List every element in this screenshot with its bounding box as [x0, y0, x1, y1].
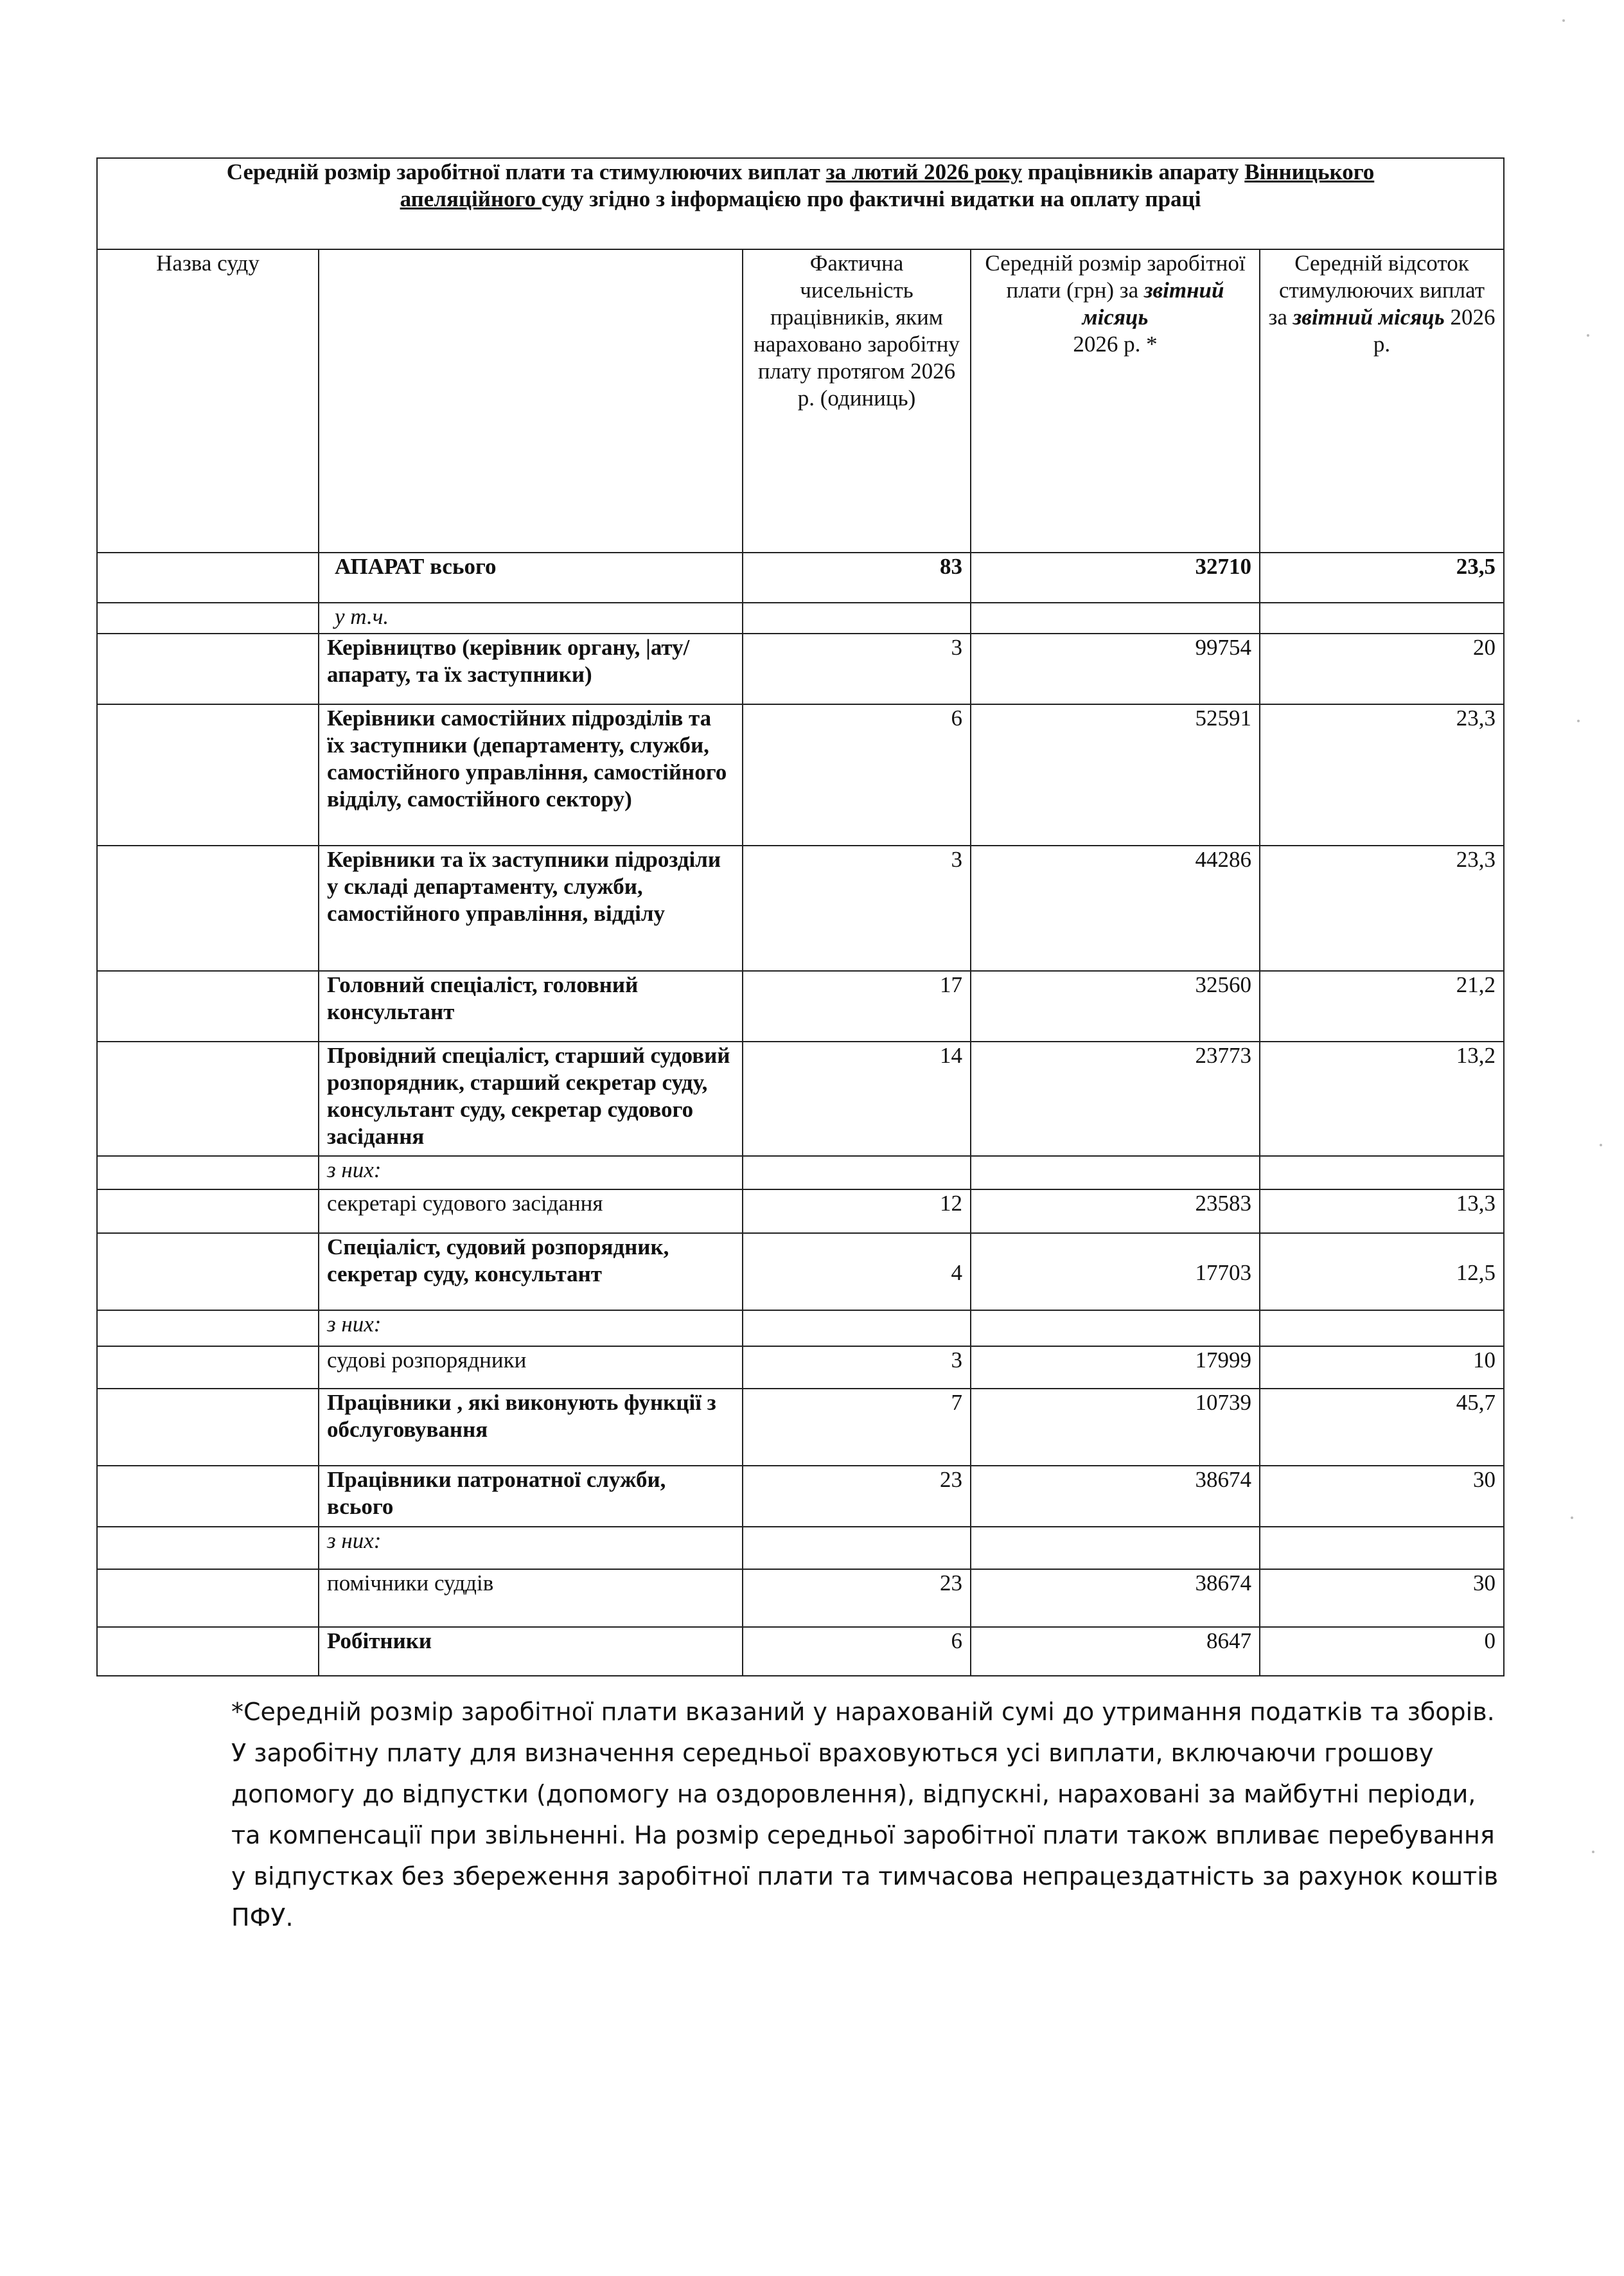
- table-row: [97, 1233, 1504, 1310]
- cell-count: 6: [743, 1627, 971, 1676]
- cell-count: 6: [743, 704, 971, 846]
- header-blank: [319, 249, 743, 553]
- row-label: Провідний спеціаліст, старший судовий розпорядник, старший секретар суду, консультант суду, секретар судового засідання: [319, 1042, 743, 1156]
- table-title-row: [97, 158, 1504, 249]
- cell-count: 23: [743, 1569, 971, 1627]
- scan-artifact: [1562, 19, 1565, 22]
- cell-blank: [971, 1310, 1260, 1346]
- table-row: [97, 1527, 1504, 1569]
- cell-count: 3: [743, 1346, 971, 1389]
- cell-blank: [97, 1627, 319, 1676]
- title-text: Середній розмір заробітної плати та стимулюючих виплат: [226, 159, 826, 184]
- cell-salary: 44286: [971, 846, 1260, 971]
- cell-blank: [971, 1156, 1260, 1189]
- cell-percent: 23,3: [1260, 846, 1504, 971]
- header-emphasis: звітний місяць: [1293, 305, 1445, 330]
- scan-artifact: [1600, 1144, 1602, 1146]
- cell-blank: [97, 1156, 319, 1189]
- table-row: [97, 1189, 1504, 1233]
- table-row: [97, 1310, 1504, 1346]
- table-row: [97, 1389, 1504, 1466]
- row-label: Робітники: [319, 1627, 743, 1676]
- table-row: [97, 634, 1504, 704]
- cell-count: 83: [743, 553, 971, 603]
- cell-salary: 10739: [971, 1389, 1260, 1466]
- header-avg-salary: [971, 249, 1260, 553]
- cell-blank: [97, 1233, 319, 1310]
- cell-percent: 12,5: [1260, 1233, 1504, 1310]
- row-note: з них:: [319, 1310, 743, 1346]
- scan-artifact: [1577, 720, 1580, 722]
- header-count: Фактична чисельність працівників, яким нараховано заробітну плату протягом 2026 р. (одиниць): [743, 249, 971, 553]
- table-row: [97, 704, 1504, 846]
- header-avg-bonus: [1260, 249, 1504, 553]
- scan-artifact: [1587, 334, 1589, 337]
- table-row: [97, 1627, 1504, 1676]
- cell-blank: [743, 603, 971, 634]
- table-row: [97, 1156, 1504, 1189]
- row-label: секретарі судового засідання: [319, 1189, 743, 1233]
- footnote: *Середній розмір заробітної плати вказаний у нарахованій сумі до утримання податків та зборів. У заробітну плату для визначення середньої враховуються усі виплати, включаючи грошову допомогу до відпустки (допомогу на оздоровлення), відпускні, нараховані за майбутні періоди, та компенсації при звільненні. На розмір середньої заробітної плати також впливає перебування у відпустках без збереження заробітної плати та тимчасова непрацездатність за рахунок коштів ПФУ.: [231, 1698, 1499, 1932]
- header-text: 2026 р. *: [1073, 332, 1158, 357]
- report-title: [97, 158, 1504, 249]
- title-court-name: Вінницького: [1244, 159, 1375, 184]
- table-row: [97, 1466, 1504, 1527]
- cell-count: 3: [743, 846, 971, 971]
- table-row: [97, 846, 1504, 971]
- cell-salary: 23583: [971, 1189, 1260, 1233]
- table-row: [97, 553, 1504, 603]
- header-text: 2026 р.: [1373, 305, 1496, 357]
- cell-blank: [1260, 603, 1504, 634]
- cell-percent: 13,2: [1260, 1042, 1504, 1156]
- cell-blank: [971, 603, 1260, 634]
- cell-count: 12: [743, 1189, 971, 1233]
- cell-percent: 30: [1260, 1466, 1504, 1527]
- row-label: Керівництво (керівник органу, |ату/апарату, та їх заступники): [319, 634, 743, 704]
- cell-blank: [743, 1527, 971, 1569]
- cell-blank: [971, 1527, 1260, 1569]
- header-emphasis: звітний місяць: [1082, 278, 1224, 330]
- row-label: помічники суддів: [319, 1569, 743, 1627]
- cell-blank: [97, 971, 319, 1042]
- scan-artifact: [1571, 1516, 1573, 1519]
- row-label: судові розпорядники: [319, 1346, 743, 1389]
- cell-percent: 0: [1260, 1627, 1504, 1676]
- row-note: з них:: [319, 1156, 743, 1189]
- cell-count: 7: [743, 1389, 971, 1466]
- title-period: за лютий 2026 року: [825, 159, 1022, 184]
- cell-count: 4: [743, 1233, 971, 1310]
- cell-blank: [743, 1156, 971, 1189]
- header-court-name: Назва суду: [97, 249, 319, 553]
- cell-blank: [97, 1189, 319, 1233]
- table-row: [97, 1569, 1504, 1627]
- table-row: [97, 1042, 1504, 1156]
- table-header-row: [97, 249, 1504, 553]
- cell-blank: [97, 1310, 319, 1346]
- row-label: Головний спеціаліст, головний консультант: [319, 971, 743, 1042]
- cell-percent: 23,5: [1260, 553, 1504, 603]
- cell-blank: [743, 1310, 971, 1346]
- cell-blank: [1260, 1310, 1504, 1346]
- row-label: АПАРАТ всього: [319, 553, 743, 603]
- cell-percent: 30: [1260, 1569, 1504, 1627]
- cell-blank: [97, 846, 319, 971]
- cell-salary: 23773: [971, 1042, 1260, 1156]
- cell-count: 23: [743, 1466, 971, 1527]
- cell-blank: [97, 1389, 319, 1466]
- cell-salary: 32560: [971, 971, 1260, 1042]
- cell-percent: 45,7: [1260, 1389, 1504, 1466]
- cell-salary: 38674: [971, 1569, 1260, 1627]
- cell-blank: [97, 603, 319, 634]
- cell-blank: [97, 1569, 319, 1627]
- cell-count: 3: [743, 634, 971, 704]
- cell-salary: 99754: [971, 634, 1260, 704]
- cell-percent: 21,2: [1260, 971, 1504, 1042]
- cell-salary: 17999: [971, 1346, 1260, 1389]
- cell-blank: [97, 1042, 319, 1156]
- cell-percent: 10: [1260, 1346, 1504, 1389]
- cell-salary: 38674: [971, 1466, 1260, 1527]
- cell-blank: [1260, 1527, 1504, 1569]
- cell-count: 17: [743, 971, 971, 1042]
- row-label: Працівники патронатної служби, всього: [319, 1466, 743, 1527]
- row-label: Працівники , які виконують функції з обслуговування: [319, 1389, 743, 1466]
- cell-percent: 23,3: [1260, 704, 1504, 846]
- cell-blank: [97, 1527, 319, 1569]
- row-note: у т.ч.: [319, 603, 743, 634]
- cell-count: 14: [743, 1042, 971, 1156]
- table-row: [97, 971, 1504, 1042]
- cell-blank: [97, 634, 319, 704]
- row-label: Керівники самостійних підрозділів та їх заступники (департаменту, служби, самостійного управління, самостійного відділу, самостійного сектору): [319, 704, 743, 846]
- salary-report-table: [96, 157, 1505, 1676]
- row-label: Спеціаліст, судовий розпорядник, секретар суду, консультант: [319, 1233, 743, 1310]
- header-text: Середній відсоток стимулюючих виплат за: [1268, 251, 1485, 330]
- cell-percent: 13,3: [1260, 1189, 1504, 1233]
- cell-percent: 20: [1260, 634, 1504, 704]
- header-text: Середній розмір заробітної плати (грн) за: [985, 251, 1246, 303]
- row-label: Керівники та їх заступники підрозділи у складі департаменту, служби, самостійного управління, відділу: [319, 846, 743, 971]
- scan-artifact: [1592, 1851, 1594, 1853]
- table-row: [97, 1346, 1504, 1389]
- cell-salary: 17703: [971, 1233, 1260, 1310]
- cell-blank: [97, 1346, 319, 1389]
- cell-blank: [1260, 1156, 1504, 1189]
- title-text: працівників апарату: [1021, 159, 1245, 184]
- cell-salary: 32710: [971, 553, 1260, 603]
- cell-blank: [97, 553, 319, 603]
- cell-blank: [97, 1466, 319, 1527]
- title-text: суду згідно з інформацією про фактичні видатки на оплату праці: [541, 186, 1201, 211]
- title-court-name: апеляційного: [400, 186, 542, 211]
- row-note: з них:: [319, 1527, 743, 1569]
- cell-salary: 52591: [971, 704, 1260, 846]
- cell-salary: 8647: [971, 1627, 1260, 1676]
- table-row: [97, 603, 1504, 634]
- cell-blank: [97, 704, 319, 846]
